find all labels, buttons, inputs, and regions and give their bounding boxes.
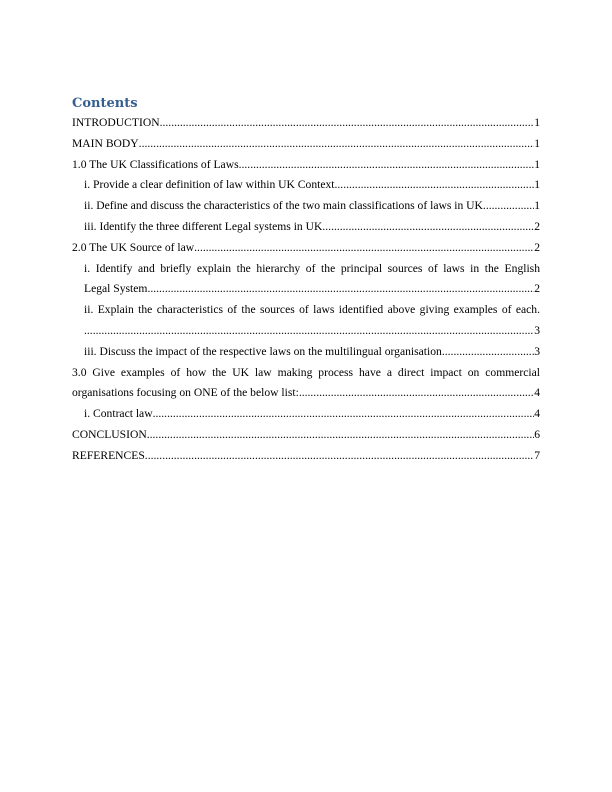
toc-entry-title: 2.0 The UK Source of law [72, 240, 195, 254]
toc-dot-leader [299, 383, 534, 404]
toc-entry-title-line1: ii. Explain the characteristics of the sources of laws identified above giving examples of each. [84, 303, 540, 317]
toc-page-number: 1 [534, 116, 540, 129]
toc-dot-leader [145, 446, 534, 467]
toc-entry-characteristics-of-sources[interactable] [72, 300, 540, 342]
toc-dot-leader [147, 425, 534, 446]
toc-entry-title-line2: organisations focusing on ONE of the below list: [72, 386, 299, 400]
toc-entry-uk-classifications[interactable] [72, 155, 540, 176]
toc-dot-leader [442, 342, 534, 363]
toc-entry-title: iii. Identify the three different Legal systems in UK. [84, 219, 326, 233]
toc-dot-leader [239, 155, 535, 176]
toc-dot-leader [147, 279, 534, 300]
toc-entry-title: INTRODUCTION [72, 116, 160, 129]
toc-entry-main-body[interactable] [72, 134, 540, 155]
toc-page-number: 6 [534, 427, 540, 441]
toc-entry-title: ii. Define and discuss the characteristics of the two main classifications of laws in UK [84, 199, 483, 213]
toc-entry-introduction[interactable] [72, 113, 540, 134]
toc-page-number: 7 [534, 448, 540, 462]
toc-entry-title-line2: Legal System [84, 282, 148, 296]
toc-entry-title: CONCLUSION [72, 427, 147, 441]
toc-entry-legal-systems[interactable] [72, 217, 540, 238]
toc-dot-leader [325, 217, 534, 238]
toc-entry-definition-of-law[interactable] [72, 175, 540, 196]
table-of-contents [72, 113, 540, 467]
toc-entry-title: MAIN BODY [72, 136, 139, 150]
toc-page-number: 1 [534, 157, 540, 171]
toc-entry-title: 1.0 The UK Classifications of Laws [72, 157, 239, 171]
toc-page-number: 3 [534, 323, 540, 337]
toc-entry-conclusion[interactable] [72, 425, 540, 446]
toc-page-number: 4 [534, 386, 540, 400]
toc-dot-leader [337, 175, 534, 196]
toc-page-number: 1 [534, 178, 540, 192]
toc-dot-leader [194, 238, 534, 259]
toc-page-number: 2 [534, 282, 540, 296]
toc-entry-uk-source-of-law[interactable] [72, 238, 540, 259]
toc-entry-title: iii. Discuss the impact of the respective laws on the multilingual organisation [84, 344, 442, 358]
toc-entry-title: i. Contract law [84, 407, 153, 421]
toc-entry-hierarchy-of-sources[interactable] [72, 259, 540, 301]
toc-page-number: 1 [534, 199, 540, 213]
toc-dot-leader [153, 404, 535, 425]
toc-entry-title-line1: i. Identify and briefly explain the hierarchy of the principal sources of laws in the English [84, 261, 540, 275]
toc-dot-leader [160, 113, 535, 134]
toc-page-number: 2 [534, 219, 540, 233]
toc-entry-contract-law[interactable] [72, 404, 540, 425]
toc-dot-leader [139, 134, 535, 155]
toc-page-number: 4 [534, 407, 540, 421]
toc-entry-title: REFERENCES [72, 448, 145, 462]
toc-dot-leader [483, 196, 534, 217]
toc-entry-multilingual-impact[interactable] [72, 342, 540, 363]
toc-page-number: 2 [534, 240, 540, 254]
toc-entry-law-making-process[interactable] [72, 363, 540, 405]
toc-page-number: 3 [534, 344, 540, 358]
toc-entry-title-line1: 3.0 Give examples of how the UK law making process have a direct impact on commercial [72, 365, 540, 379]
toc-entry-two-classifications[interactable] [72, 196, 540, 217]
toc-page-number: 1 [534, 136, 540, 150]
toc-heading: Contents [72, 96, 138, 111]
toc-entry-title: i. Provide a clear definition of law within UK Context. [84, 178, 338, 192]
toc-dot-leader [84, 321, 534, 342]
toc-entry-references[interactable] [72, 446, 540, 467]
